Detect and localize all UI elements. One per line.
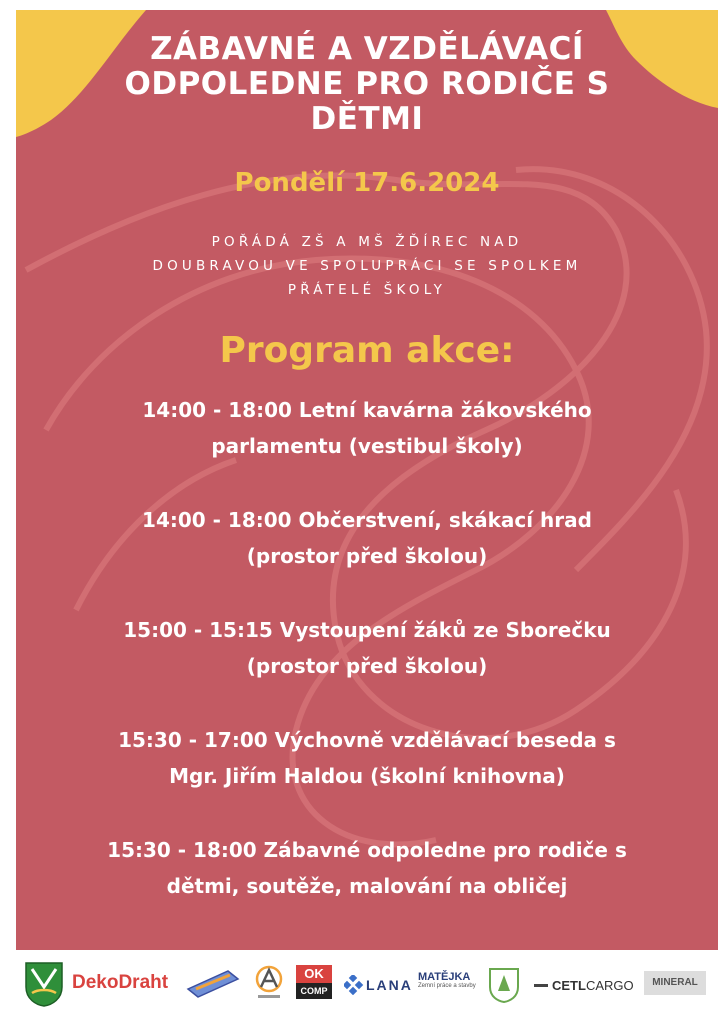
dekodraht-logo: DekoDraht — [72, 972, 169, 993]
shield-tree-logo — [488, 967, 520, 1003]
program-item — [66, 612, 668, 684]
okcomp-bottom: COMP — [296, 983, 332, 999]
program-item — [66, 502, 668, 574]
lana-logo: LANA — [366, 977, 413, 993]
okcomp-logo — [296, 965, 332, 1003]
organizer-text — [96, 230, 638, 302]
cetlcargo-logo — [534, 975, 638, 995]
program-item-line: 14:00 - 18:00 Občerstvení, skákací hrad — [142, 508, 592, 532]
cetlcargo-text-b: CARGO — [585, 978, 634, 993]
poster-title — [76, 32, 658, 137]
lana-diamond-icon — [344, 975, 364, 995]
program-item-line: 15:00 - 15:15 Vystoupení žáků ze Sborečku — [123, 618, 611, 642]
organizer-line: PŘÁTELÉ ŠKOLY — [287, 282, 447, 298]
program-item — [66, 392, 668, 464]
program-item-line: 15:30 - 17:00 Výchovně vzdělávací beseda s — [118, 728, 616, 752]
zdirec-crest-logo — [24, 961, 64, 1007]
cetlcargo-text-a: CETL — [552, 978, 586, 993]
program-item — [66, 832, 668, 904]
mateska-logo — [418, 971, 482, 989]
poster — [16, 10, 718, 950]
title-line: ODPOLEDNE PRO RODIČE S — [124, 66, 610, 102]
mateska-sub: Zemní práce a stavby — [418, 983, 476, 989]
program-item-line: Mgr. Jiřím Haldou (školní knihovna) — [169, 764, 565, 788]
organizer-line: DOUBRAVOU VE SPOLUPRÁCI SE SPOLKEM — [152, 258, 582, 274]
title-line: DĚTMI — [310, 101, 424, 137]
amp-montage-logo — [252, 965, 286, 1003]
mateska-name: MATĚJKA — [418, 971, 471, 983]
program-item — [66, 722, 668, 794]
event-date: Pondělí 17.6.2024 — [234, 168, 500, 198]
program-item-line: parlamentu (vestibul školy) — [211, 434, 523, 458]
program-item-line: 15:30 - 18:00 Zábavné odpoledne pro rodiče s — [107, 838, 627, 862]
program-heading: Program akce: — [219, 330, 515, 371]
sponsor-logos — [0, 955, 724, 1015]
okcomp-top: OK — [296, 965, 332, 983]
program-item-line: 14:00 - 18:00 Letní kavárna žákovského — [142, 398, 592, 422]
organizer-line: POŘÁDÁ ZŠ A MŠ ŽĎÍREC NAD — [211, 234, 523, 250]
decorative-background — [16, 10, 718, 950]
title-line: ZÁBAVNÉ A VZDĚLÁVACÍ — [150, 31, 584, 67]
program-item-line: dětmi, soutěže, malování na obličej — [166, 874, 568, 898]
mineral-logo: MINERAL — [644, 971, 706, 995]
program-item-line: (prostor před školou) — [246, 544, 488, 568]
program-item-line: (prostor před školou) — [246, 654, 488, 678]
sunflower-logo — [184, 967, 242, 999]
cetlcargo-mark — [534, 984, 548, 987]
